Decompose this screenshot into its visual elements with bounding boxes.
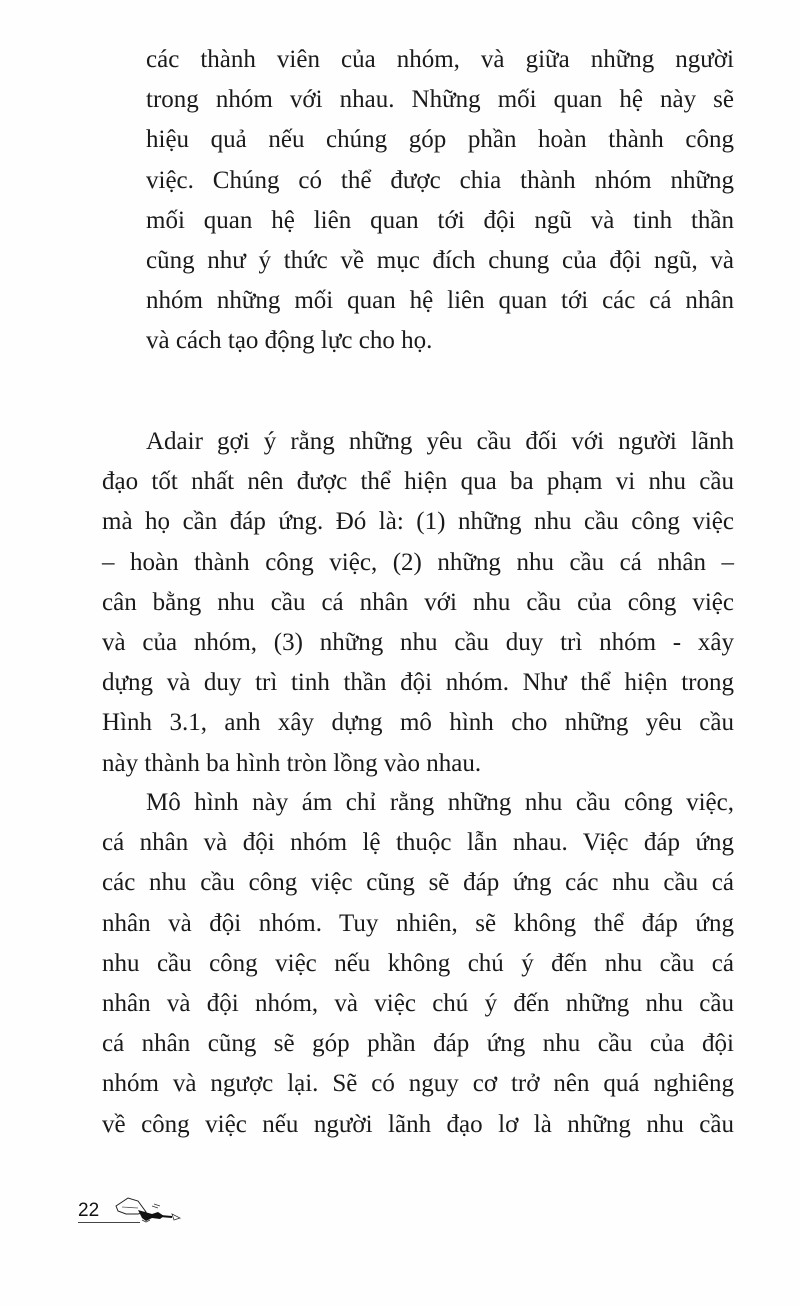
text-line: nhân và đội nhóm, và việc chú ý đến những nhu cầu — [102, 989, 734, 1017]
text-line: mà họ cần đáp ứng. Đó là: (1) những nhu cầu công việc — [102, 508, 734, 536]
page-number: 22 — [78, 1200, 100, 1221]
text-line: – hoàn thành công việc, (2) những nhu cầu cá nhân – — [102, 548, 734, 576]
text-line: và cách tạo động lực cho họ. — [146, 327, 433, 355]
paragraph-1 — [146, 40, 734, 362]
text-line: cá nhân cũng sẽ góp phần đáp ứng nhu cầu của đội — [102, 1030, 734, 1058]
text-line: nhóm những mối quan hệ liên quan tới các cá nhân — [146, 287, 734, 315]
text-line: đạo tốt nhất nên được thể hiện qua ba phạm vi nhu cầu — [102, 468, 734, 496]
text-line: nhóm và ngược lại. Sẽ có nguy cơ trở nên quá nghiêng — [102, 1070, 734, 1098]
text-line: cân bằng nhu cầu cá nhân với nhu cầu của công việc — [102, 588, 734, 616]
text-line: Adair gợi ý rằng những yêu cầu đối với người lãnh — [146, 428, 734, 455]
text-line: này thành ba hình tròn lồng vào nhau. — [102, 749, 482, 777]
text-line: việc. Chúng có thể được chia thành nhóm những — [146, 166, 734, 194]
text-line: dựng và duy trì tinh thần đội nhóm. Như thể hiện trong — [102, 669, 734, 697]
text-line: nhân và đội nhóm. Tuy nhiên, sẽ không thể đáp ứng — [102, 909, 734, 937]
text-line: về công việc nếu người lãnh đạo lơ là những nhu cầu — [102, 1110, 734, 1138]
text-line: và của nhóm, (3) những nhu cầu duy trì nhóm - xây — [102, 628, 734, 656]
text-line: trong nhóm với nhau. Những mối quan hệ này sẽ — [146, 86, 734, 114]
text-line: nhu cầu công việc nếu không chú ý đến nhu cầu cá — [102, 949, 734, 977]
text-line: cũng như ý thức về mục đích chung của đội ngũ, và — [146, 246, 734, 274]
hand-writing-quill-icon — [108, 1192, 198, 1228]
text-line: hiệu quả nếu chúng góp phần hoàn thành công — [146, 126, 734, 154]
text-line: các thành viên của nhóm, và giữa những người — [146, 46, 734, 73]
paragraph-2 — [102, 422, 734, 784]
page-footer — [78, 1198, 208, 1238]
paragraph-3 — [102, 783, 734, 1145]
text-line: các nhu cầu công việc cũng sẽ đáp ứng các nhu cầu cá — [102, 869, 734, 897]
text-line: mối quan hệ liên quan tới đội ngũ và tinh thần — [146, 206, 734, 234]
text-line: cá nhân và đội nhóm lệ thuộc lẫn nhau. Việc đáp ứng — [102, 829, 734, 857]
text-line: Mô hình này ám chỉ rằng những nhu cầu công việc, — [146, 789, 734, 816]
text-line: Hình 3.1, anh xây dựng mô hình cho những yêu cầu — [102, 709, 734, 737]
